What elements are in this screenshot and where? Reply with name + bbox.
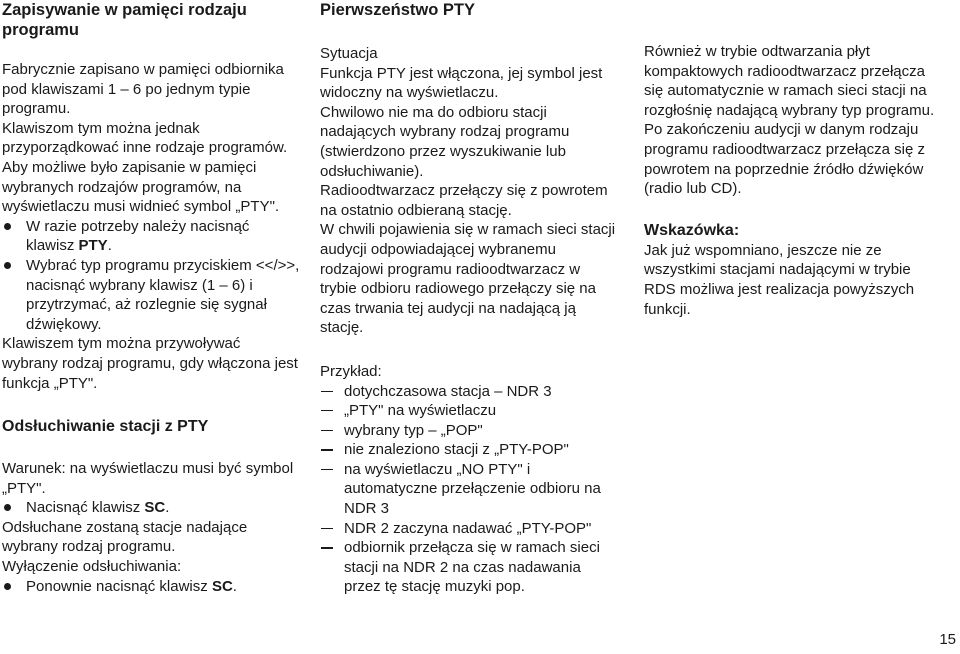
dash-icon	[321, 469, 333, 470]
paragraph-example-label: Przykład:	[320, 362, 382, 380]
key-name: SC	[144, 499, 166, 517]
column-left	[2, 0, 300, 596]
paragraph-no-stations: Chwilowo nie ma do odbioru stacji nadających wybrany rodzaj programu (stwierdzono przez wyszukiwanie lub odsłuchiwanie).	[320, 103, 570, 180]
bullet-select-type	[2, 256, 300, 334]
list-item-text: wybrany typ – „POP"	[344, 421, 483, 439]
bullet-press-sc-again	[2, 577, 300, 597]
bullet-dot-icon	[4, 223, 11, 230]
dash-icon	[321, 449, 333, 450]
dash-icon	[321, 430, 333, 431]
list-item-text: nie znaleziono stacji z „PTY-POP"	[344, 441, 569, 459]
list-item	[320, 382, 620, 402]
paragraph-auto-switch: W chwili pojawienia się w ramach sieci stacji audycji odpowiadającej wybranemu rodzajowi programu radioodtwarzacz w trybie odbioru radiowego przełączy się na czas trwania tej audycji na nadającą ją stację.	[320, 221, 616, 337]
list-item	[320, 440, 620, 460]
dash-icon	[321, 528, 333, 529]
bullet-press-sc	[2, 498, 300, 518]
paragraph-pty-on: Funkcja PTY jest włączona, jej symbol jest widoczny na wyświetlaczu.	[320, 64, 603, 102]
paragraph-scan-result: Odsłuchane zostaną stacje nadające wybrany rodzaj programu.	[2, 518, 248, 556]
bullet-dot-icon	[4, 262, 11, 269]
dash-icon	[321, 410, 333, 411]
paragraph-switch-back: Radioodtwarzacz przełączy się z powrotem na ostatnio odbieraną stację.	[320, 182, 608, 219]
bullet-end: .	[165, 499, 170, 517]
example-list	[320, 382, 620, 598]
key-name: SC	[211, 577, 233, 595]
list-item-text: „PTY" na wyświetlaczu	[344, 402, 497, 420]
paragraph-reassign: Klawiszom tym można jednak przyporządkować inne rodzaje programów.	[2, 119, 288, 157]
bullet-end: .	[107, 237, 112, 255]
list-item	[320, 421, 620, 441]
column-middle	[320, 0, 620, 597]
paragraph-condition: Warunek: na wyświetlaczu musi być symbol „PTY".	[2, 460, 294, 497]
list-item	[320, 519, 620, 539]
list-item	[320, 401, 620, 421]
list-item	[320, 460, 620, 519]
dash-icon	[321, 391, 333, 392]
bullet-dot-icon	[4, 504, 11, 511]
section-title-listen: Odsłuchiwanie stacji z PTY	[2, 418, 209, 436]
list-item-text: dotychczasowa stacja – NDR 3	[344, 382, 552, 400]
bullet-press-pty	[2, 217, 300, 256]
bullet-text: Wybrać typ programu przyciskiem <</>>, nacisnąć wybrany klawisz (1 – 6) i przytrzymać, aż rozlegnie się sygnał dźwiękowy.	[26, 256, 300, 333]
bullet-text: Ponownie nacisnąć klawisz	[26, 577, 212, 595]
paragraph-pty-symbol: Aby możliwe było zapisanie w pamięci wybranych rodzajów programów, na wyświetlaczu musi widnieć symbol „PTY".	[2, 158, 280, 216]
key-name: PTY	[78, 237, 108, 255]
section-title-memory: Zapisywanie w pamięci rodzaju programu	[2, 1, 247, 39]
paragraph-cd-mode: Również w trybie odtwarzania płyt kompaktowych radioodtwarzacz przełącza się automatycznie w ramach sieci stacji na rozgłośnię nadającą wybrany typ programu.	[644, 43, 935, 119]
section-title-priority: Pierwszeństwo PTY	[320, 1, 475, 19]
list-item	[320, 538, 620, 597]
list-item-text: NDR 2 zaczyna nadawać „PTY-POP"	[344, 519, 592, 537]
paragraph-factory-presets: Fabrycznie zapisano w pamięci odbiornika pod klawiszami 1 – 6 po jednym typie programu.	[2, 61, 284, 118]
list-item-text: odbiornik przełącza się w ramach sieci stacji na NDR 2 na czas nadawania przez tę stację muzyki pop.	[344, 539, 600, 596]
dash-icon	[321, 547, 333, 548]
paragraph-hint: Jak już wspomniano, jeszcze nie ze wszystkimi stacjami nadającymi w trybie RDS możliwa jest realizacja powyższych funkcji.	[644, 241, 915, 318]
list-item-text: na wyświetlaczu „NO PTY" i automatyczne przełączenie odbioru na NDR 3	[344, 460, 601, 518]
hint-title: Wskazówka:	[644, 221, 740, 239]
bullet-text: W razie potrzeby należy nacisnąć klawisz	[26, 217, 250, 255]
paragraph-return-source: Po zakończeniu audycji w danym rodzaju programu radioodtwarzacz przełącza się z powrotem na poprzednie źródło dźwięków (radio lub CD).	[644, 121, 925, 198]
paragraph-recall: Klawiszem tym można przywoływać wybrany rodzaj programu, gdy włączona jest funkcja „PTY".	[2, 335, 298, 392]
bullet-dot-icon	[4, 583, 11, 590]
paragraph-disable-label: Wyłączenie odsłuchiwania:	[2, 558, 182, 576]
bullet-end: .	[232, 577, 237, 595]
bullet-text: Nacisnąć klawisz	[26, 499, 145, 517]
paragraph-situation-label: Sytuacja	[320, 45, 378, 62]
column-right	[644, 0, 944, 319]
page-number: 15	[939, 631, 956, 648]
